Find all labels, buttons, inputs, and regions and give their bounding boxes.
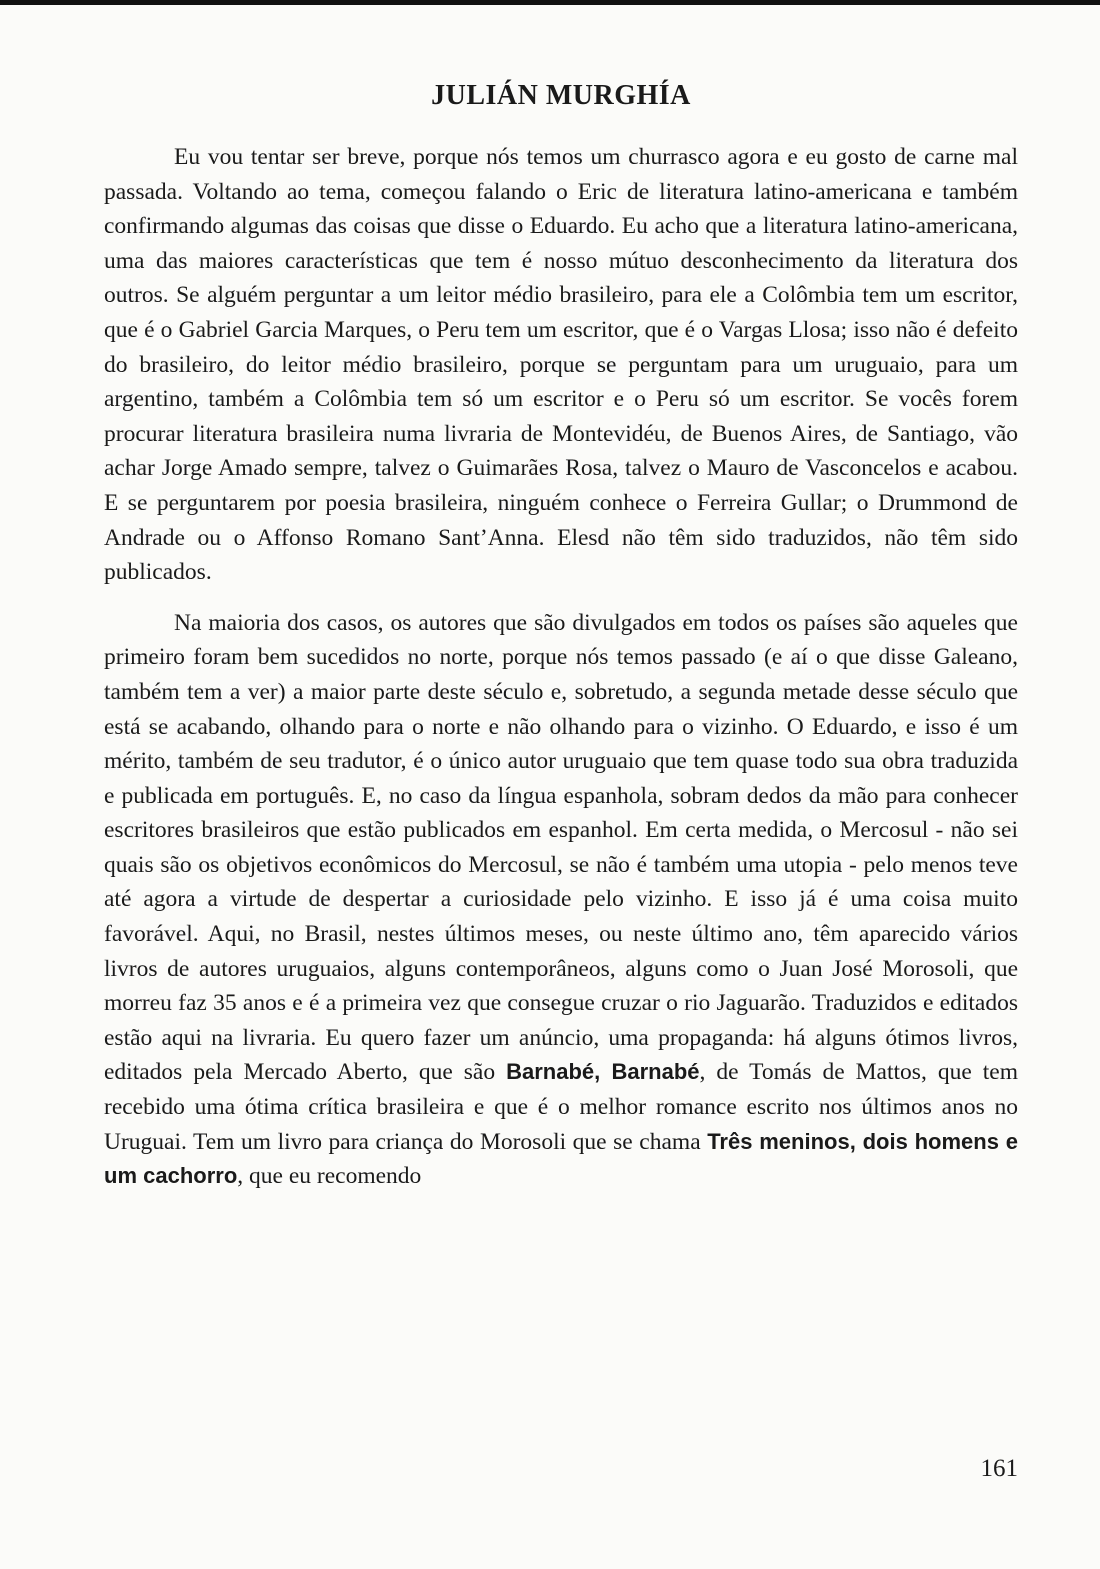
paragraph-text: Eu vou tentar ser breve, porque nós temos um churrasco agora e eu gosto de carne mal passada. Voltando ao tema, começou falando o Eric de literatura latino-americana e também confirmando algumas das coisas que disse o Eduardo. Eu acho que a literatura latino-americana, uma das maiores características que tem é nosso mútuo desconhecimento da literatura dos outros. Se alguém perguntar a um leitor médio brasileiro, para ele a Colômbia tem um escritor, que é o Gabriel Garcia Marques, o Peru tem um escritor, que é o Vargas Llosa; isso não é defeito do brasileiro, do leitor médio brasileiro, porque se perguntam para um uruguaio, para um argentino, também a Colômbia tem só um escritor e o Peru só um escritor. Se vocês forem procurar literatura brasileira numa livraria de Montevidéu, de Buenos Aires, de Santiago, vão achar Jorge Amado sempre, talvez o Guimarães Rosa, talvez o Mauro de Vasconcelos e acabou. E se perguntarem por poesia brasileira, ninguém conhece o Ferreira Gullar; o Drummond de Andrade ou o Affonso Romano Sant’Anna. Elesd não têm sido traduzidos, não têm sido publicados. [104, 144, 1018, 586]
book-title-tres-meninos: Três meninos, dois homens e um cachorro [104, 1128, 1018, 1189]
paragraph-1 [104, 140, 1018, 590]
paragraph-text: Na maioria dos casos, os autores que são divulgados em todos os países são aqueles que primeiro foram bem sucedidos no norte, porque nós temos passado (e aí o que disse Galeano, também tem a ver) a maior parte deste século e, sobretudo, a segunda metade desse século que está se acabando, olhando para o norte e não olhando para o vizinho. O Eduardo, e isso é um mérito, também de seu tradutor, é o único autor uruguaio que tem quase todo sua obra traduzida e publicada em português. E, no caso da língua espanhola, sobram dedos da mão para conhecer escritores brasileiros que estão publicados em espanhol. Em certa medida, o Mercosul - não sei quais são os objetivos econômicos do Mercosul, se não é também uma utopia - pelo menos teve até agora a virtude de despertar a curiosidade pelo vizinho. E isso já é uma coisa muito favorável. Aqui, no Brasil, nestes últimos meses, ou neste último ano, têm aparecido vários livros de autores uruguaios, alguns contemporâneos, alguns como o Juan José Morosoli, que morreu faz 35 anos e é a primeira vez que consegue cruzar o rio Jaguarão. Traduzidos e editados estão aqui na livraria. Eu quero fazer um anúncio, uma propaganda: há alguns ótimos livros, editados pela Mercado Aberto, que são [104, 609, 1018, 1086]
document-page [104, 76, 1018, 1194]
page-number: 161 [980, 1455, 1018, 1482]
paragraph-2 [104, 606, 1018, 1194]
paragraph-text: , de Tomás de Mattos, que tem recebido uma ótima crítica brasileira e que é o melhor romance escrito nos últimos anos no Uruguai. Tem um livro para criança do Morosoli que se chama [104, 1059, 1018, 1155]
page-title: JULIÁN MURGHÍA [431, 80, 691, 111]
paragraph-text: , que eu recomendo [237, 1163, 422, 1190]
scan-top-edge [0, 0, 1100, 5]
book-title-barnabe: Barnabé, Barnabé [506, 1059, 700, 1085]
